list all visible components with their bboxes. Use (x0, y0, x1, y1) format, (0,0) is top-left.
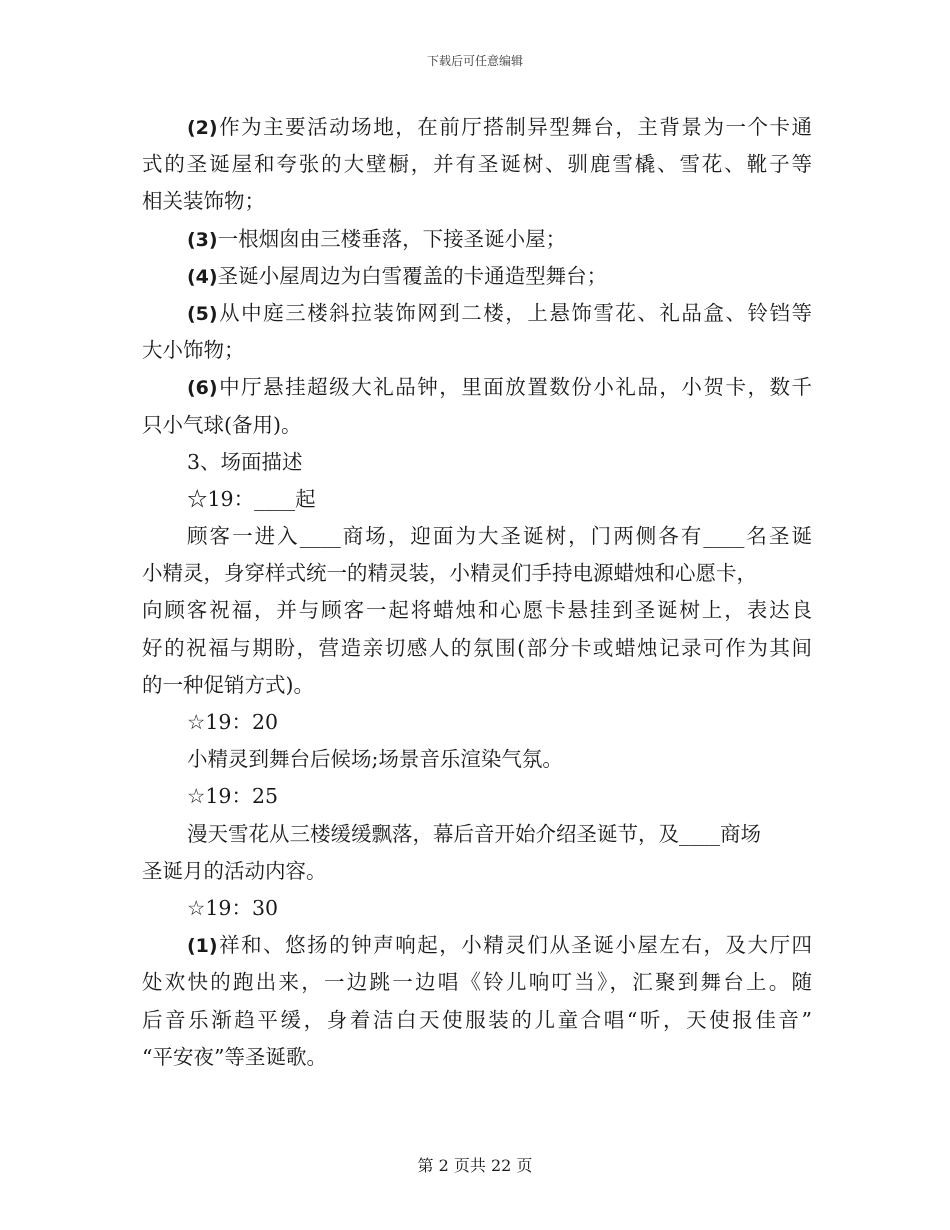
text-line (142, 332, 812, 369)
page-header: 下载后可任意编辑 (426, 54, 523, 68)
text-line (142, 1002, 812, 1039)
line-text: 大小饰物； (142, 338, 245, 363)
text-line (142, 109, 812, 146)
line-text: ☆19：30 (187, 895, 279, 920)
line-text: 3、场面描述 (187, 449, 303, 474)
text-line (142, 816, 812, 853)
text-line (142, 704, 812, 741)
line-text: 的一种促销方式)。 (142, 672, 314, 697)
text-line (142, 146, 812, 183)
text-line (142, 221, 812, 258)
text-line (142, 407, 812, 444)
text-line (142, 183, 812, 220)
text-line (142, 927, 812, 964)
list-marker: (6) (187, 377, 218, 400)
text-line (142, 741, 812, 778)
line-text: 祥和、悠扬的钟声响起，小精灵们从圣诞小屋左右，及大厅四 (217, 933, 812, 958)
list-marker: (3) (187, 228, 218, 251)
text-line (142, 518, 812, 555)
line-text: 从中庭三楼斜拉装饰网到二楼，上悬饰雪花、礼品盒、铃铛等 (217, 300, 812, 325)
line-text: 后音乐渐趋平缓，身着洁白天使服装的儿童合唱“听，天使报佳音” (142, 1007, 812, 1032)
line-text: ☆19：____起 (187, 486, 316, 511)
list-marker: (2) (187, 117, 218, 139)
text-line (142, 630, 812, 667)
line-text: ☆19：20 (187, 710, 279, 734)
line-text: 漫天雪花从三楼缓缓飘落，幕后音开始介绍圣诞节，及____商场 (187, 821, 761, 846)
text-line (142, 444, 812, 481)
line-text: 中厅悬挂超级大礼品钟，里面放置数份小礼品，小贺卡，数千 (217, 375, 812, 400)
text-line (142, 369, 812, 406)
line-text: 只小气球(备用)。 (142, 412, 302, 437)
text-line (142, 667, 812, 704)
line-text: 顾客一进入____商场，迎面为大圣诞树，门两侧各有____名圣诞 (187, 524, 812, 549)
line-text: 相关装饰物； (142, 189, 265, 214)
line-text: 小精灵到舞台后候场;场景音乐渲染气氛。 (187, 747, 563, 772)
text-line (142, 964, 812, 1001)
line-text: 好的祝福与期盼，营造亲切感人的氛围(部分卡或蜡烛记录可作为其间 (142, 635, 812, 660)
page-footer: 第 2 页共 22 页 (417, 1156, 533, 1175)
text-line (142, 890, 812, 927)
list-marker: (4) (187, 265, 218, 288)
text-line (142, 481, 812, 518)
line-text: 圣诞小屋周边为白雪覆盖的卡通造型舞台； (217, 263, 608, 288)
text-line (142, 778, 812, 815)
text-line (142, 555, 812, 592)
line-text: “平安夜”等圣诞歌。 (142, 1044, 327, 1069)
text-line (142, 853, 812, 890)
text-line (142, 1039, 812, 1076)
text-line (142, 258, 812, 295)
document-body (142, 109, 812, 1076)
line-text: 向顾客祝福，并与顾客一起将蜡烛和心愿卡悬挂到圣诞树上，表达良 (142, 598, 812, 623)
line-text: 处欢快的跑出来，一边跳一边唱《铃儿响叮当》，汇聚到舞台上。随 (142, 970, 812, 995)
line-text: 作为主要活动场地，在前厅搭制异型舞台，主背景为一个卡通 (217, 115, 812, 139)
list-marker: (5) (187, 302, 218, 325)
line-text: 一根烟囱由三楼垂落，下接圣诞小屋； (217, 226, 567, 251)
line-text: 式的圣诞屋和夸张的大壁橱，并有圣诞树、驯鹿雪橇、雪花、靴子等 (142, 152, 812, 177)
text-line (142, 592, 812, 629)
text-line (142, 295, 812, 332)
line-text: 圣诞月的活动内容。 (142, 858, 327, 883)
line-text: 小精灵，身穿样式统一的精灵装，小精灵们手持电源蜡烛和心愿卡， (142, 561, 757, 586)
line-text: ☆19：25 (187, 784, 279, 809)
list-marker: (1) (187, 935, 218, 958)
